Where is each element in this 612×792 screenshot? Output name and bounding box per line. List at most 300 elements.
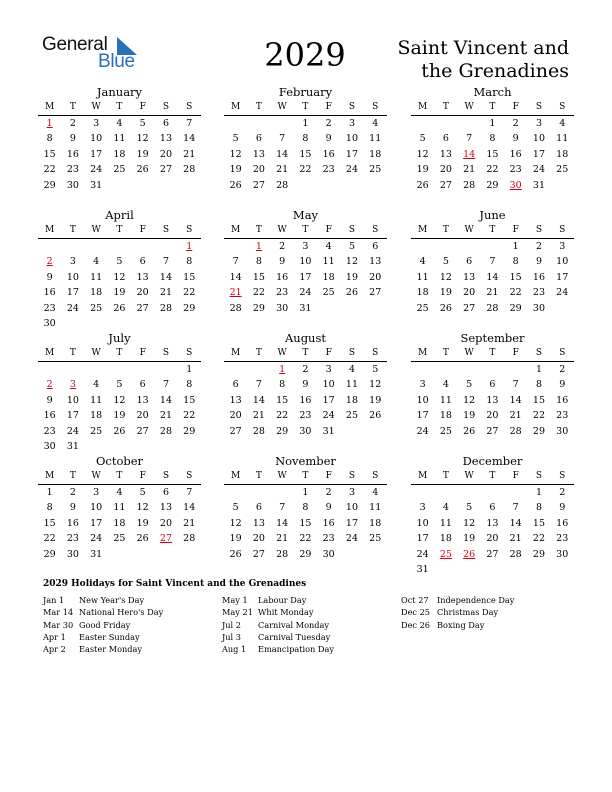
day-cell: 6: [255, 502, 262, 514]
day-cell: 15: [276, 394, 289, 406]
day-cell: 23: [299, 410, 312, 422]
day-cell: 31: [532, 179, 545, 191]
day-cell: 26: [369, 410, 382, 422]
day-cell: 23: [556, 533, 569, 545]
weekday-label: S: [348, 102, 356, 112]
day-cell: 4: [419, 256, 426, 268]
weekday-label: S: [186, 471, 193, 481]
day-cell: 14: [509, 394, 522, 406]
month-july: [38, 331, 201, 454]
day-cell: 15: [299, 517, 312, 529]
logo: [42, 34, 152, 74]
month-november: [224, 454, 387, 562]
day-cell: 21: [509, 410, 522, 422]
day-cell-holiday: 21: [229, 287, 242, 299]
day-cell: 19: [369, 394, 382, 406]
day-blank: [154, 239, 177, 254]
day-blank: [108, 239, 131, 254]
weekday-label: T: [442, 102, 449, 112]
holiday-name: Easter Sunday: [79, 631, 140, 642]
holiday-name: Emancipation Day: [258, 644, 335, 655]
holiday-row: [43, 631, 163, 643]
day-cell: 4: [372, 487, 379, 498]
day-cell: 24: [345, 533, 358, 545]
day-cell: 28: [159, 425, 172, 437]
holiday-row: [43, 606, 163, 618]
day-cell: 4: [442, 502, 449, 514]
day-cell: 22: [532, 533, 545, 545]
day-cell: 15: [183, 394, 196, 406]
day-cell: 24: [416, 425, 429, 437]
weekday-label: W: [277, 348, 287, 358]
day-cell: 24: [322, 410, 335, 422]
day-cell: 29: [43, 548, 56, 560]
day-cell: 23: [532, 287, 545, 299]
day-grid: [38, 485, 201, 562]
weekday-label: M: [231, 471, 241, 481]
day-cell: 12: [345, 256, 358, 268]
weekday-header: [38, 346, 201, 362]
day-cell: 5: [466, 379, 473, 391]
holiday-date: Apr 2: [43, 644, 66, 655]
day-cell: 5: [442, 256, 449, 268]
day-blank: [85, 362, 108, 377]
day-cell: 2: [69, 487, 76, 498]
day-cell: 23: [276, 287, 289, 299]
day-cell: 1: [489, 118, 496, 129]
day-cell: 13: [369, 256, 382, 268]
weekday-label: S: [348, 471, 356, 481]
day-cell: 7: [279, 502, 286, 514]
day-cell: 13: [136, 394, 149, 406]
day-cell: 13: [159, 133, 172, 145]
holiday-row: [222, 619, 334, 631]
weekday-label: W: [464, 471, 474, 481]
day-cell: 15: [43, 148, 56, 160]
day-cell: 4: [116, 118, 123, 129]
day-cell-holiday: 1: [279, 364, 286, 375]
day-cell: 22: [183, 287, 196, 299]
weekday-label: T: [69, 102, 76, 112]
weekday-header: [224, 469, 387, 485]
day-cell: 15: [252, 271, 265, 283]
weekday-header: [411, 223, 574, 239]
day-cell: 31: [90, 179, 103, 191]
day-blank: [481, 239, 504, 254]
day-grid: [38, 239, 201, 331]
day-blank: [411, 485, 434, 500]
day-grid: [38, 362, 201, 454]
day-cell: 10: [66, 394, 79, 406]
day-cell: 4: [93, 379, 100, 391]
day-cell: 18: [556, 148, 569, 160]
day-cell: 11: [322, 256, 335, 268]
weekday-label: S: [559, 102, 566, 112]
day-cell: 14: [159, 394, 172, 406]
day-cell: 20: [486, 533, 499, 545]
weekday-label: W: [464, 102, 474, 112]
day-cell: 14: [252, 394, 265, 406]
day-cell: 29: [509, 302, 522, 314]
day-cell: 21: [463, 164, 476, 176]
day-cell: 22: [276, 410, 289, 422]
weekday-header: [224, 100, 387, 116]
day-cell: 9: [512, 133, 519, 145]
day-cell: 19: [136, 517, 149, 529]
month-name: December: [462, 454, 523, 468]
day-grid: [411, 239, 574, 316]
weekday-label: S: [535, 102, 543, 112]
day-cell: 29: [532, 548, 545, 560]
day-cell: 27: [463, 302, 476, 314]
weekday-label: M: [418, 348, 428, 358]
day-cell: 19: [229, 533, 242, 545]
day-cell: 12: [439, 271, 452, 283]
day-cell: 23: [43, 425, 56, 437]
day-grid: [411, 485, 574, 577]
day-cell: 16: [43, 287, 56, 299]
day-cell: 18: [90, 410, 103, 422]
day-cell: 17: [322, 394, 335, 406]
day-cell: 15: [532, 517, 545, 529]
day-cell: 6: [162, 118, 169, 129]
day-cell: 6: [442, 133, 449, 145]
day-cell: 17: [299, 271, 312, 283]
day-cell: 8: [535, 379, 542, 391]
day-cell: 17: [345, 517, 358, 529]
day-cell: 12: [229, 148, 242, 160]
holiday-name: National Hero's Day: [79, 607, 164, 618]
day-cell: 20: [136, 287, 149, 299]
weekday-label: S: [162, 102, 170, 112]
day-cell: 5: [139, 487, 146, 498]
day-cell: 12: [463, 394, 476, 406]
day-cell: 13: [486, 394, 499, 406]
day-blank: [504, 485, 527, 500]
holiday-row: [43, 619, 163, 631]
day-cell: 16: [66, 148, 79, 160]
day-cell: 8: [302, 133, 309, 145]
weekday-header: [224, 346, 387, 362]
logo-text-general: General: [42, 34, 108, 55]
day-cell: 26: [113, 302, 126, 314]
holiday-date: May 1: [222, 595, 248, 605]
day-blank: [38, 239, 61, 254]
holiday-date: Jan 1: [43, 595, 65, 605]
day-cell-holiday: 3: [69, 379, 76, 391]
day-cell: 14: [183, 133, 196, 145]
holiday-name: Labour Day: [258, 595, 307, 605]
holiday-name: Independence Day: [437, 595, 515, 605]
day-cell: 2: [535, 241, 542, 252]
day-cell: 7: [512, 502, 519, 514]
day-cell: 10: [90, 133, 103, 145]
day-cell: 31: [90, 548, 103, 560]
day-cell: 6: [372, 241, 379, 252]
day-cell: 3: [93, 118, 100, 129]
day-cell: 8: [46, 133, 53, 145]
day-grid: [224, 239, 387, 316]
weekday-label: T: [116, 102, 123, 112]
day-cell: 30: [276, 302, 289, 314]
day-cell: 3: [69, 256, 76, 268]
day-cell: 17: [66, 410, 79, 422]
holiday-date: May 21: [222, 607, 253, 618]
day-cell: 13: [463, 271, 476, 283]
day-blank: [131, 362, 154, 377]
day-cell-holiday: 1: [46, 118, 53, 129]
weekday-label: M: [418, 471, 428, 481]
day-cell: 25: [369, 533, 382, 545]
weekday-label: S: [535, 225, 543, 235]
day-cell: 9: [302, 379, 309, 391]
day-cell: 28: [183, 533, 196, 545]
day-cell: 28: [252, 425, 265, 437]
day-cell: 22: [486, 164, 499, 176]
day-cell: 5: [116, 379, 123, 391]
day-cell: 28: [159, 302, 172, 314]
day-cell: 11: [556, 133, 569, 145]
day-cell: 6: [466, 256, 473, 268]
holiday-row: [43, 594, 163, 606]
weekday-label: F: [325, 348, 332, 358]
weekday-header: [224, 223, 387, 239]
day-cell: 4: [116, 487, 123, 498]
weekday-label: M: [231, 102, 241, 112]
weekday-label: T: [69, 225, 76, 235]
day-cell: 13: [252, 148, 265, 160]
day-cell: 3: [348, 118, 355, 129]
weekday-label: T: [69, 471, 76, 481]
day-cell: 25: [345, 410, 358, 422]
day-cell: 14: [276, 517, 289, 529]
day-cell: 11: [345, 379, 358, 391]
day-blank: [247, 362, 270, 377]
day-cell: 30: [556, 548, 569, 560]
weekday-label: M: [45, 102, 55, 112]
day-cell: 18: [322, 271, 335, 283]
weekday-label: S: [162, 348, 170, 358]
holiday-date: Dec 26: [401, 619, 431, 630]
day-cell: 3: [348, 487, 355, 498]
day-cell: 29: [183, 302, 196, 314]
weekday-label: M: [45, 348, 55, 358]
day-cell: 11: [369, 502, 382, 514]
day-cell: 25: [322, 287, 335, 299]
day-cell: 1: [186, 364, 193, 375]
day-cell: 26: [229, 548, 242, 560]
weekday-label: F: [325, 471, 332, 481]
weekday-label: T: [255, 471, 262, 481]
weekday-label: S: [162, 471, 170, 481]
month-name: February: [278, 85, 333, 99]
day-cell: 19: [416, 164, 429, 176]
day-cell: 8: [302, 502, 309, 514]
day-cell: 16: [556, 517, 569, 529]
holiday-name: Boxing Day: [437, 619, 485, 630]
day-grid: [224, 116, 387, 193]
day-cell: 13: [439, 148, 452, 160]
month-march: [411, 85, 574, 193]
day-grid: [411, 362, 574, 439]
day-cell: 20: [252, 164, 265, 176]
day-cell: 24: [90, 533, 103, 545]
day-blank: [247, 116, 270, 131]
weekday-label: S: [535, 348, 543, 358]
day-cell: 19: [136, 148, 149, 160]
day-cell: 11: [90, 394, 103, 406]
day-cell: 3: [419, 379, 426, 391]
day-cell: 9: [46, 271, 53, 283]
weekday-label: M: [45, 225, 55, 235]
day-cell: 2: [325, 118, 332, 129]
weekday-label: W: [464, 225, 474, 235]
weekday-label: T: [255, 348, 262, 358]
holiday-date: Oct 27: [401, 595, 429, 605]
day-cell: 23: [43, 302, 56, 314]
holiday-name: New Year's Day: [79, 595, 145, 605]
holiday-date: Jul 2: [222, 619, 241, 630]
day-cell: 12: [113, 394, 126, 406]
day-cell: 21: [159, 410, 172, 422]
day-cell: 21: [252, 410, 265, 422]
day-cell: 27: [369, 287, 382, 299]
holiday-name: Christmas Day: [437, 607, 499, 618]
day-cell: 29: [252, 302, 265, 314]
month-october: [38, 454, 201, 562]
day-cell: 23: [556, 410, 569, 422]
day-cell: 17: [345, 148, 358, 160]
day-cell: 6: [489, 502, 496, 514]
day-cell-holiday: 2: [46, 379, 53, 391]
day-cell: 8: [46, 502, 53, 514]
day-cell: 3: [419, 502, 426, 514]
holiday-name: Good Friday: [79, 619, 131, 630]
day-cell: 22: [509, 287, 522, 299]
holiday-row: [222, 631, 334, 643]
day-cell: 3: [93, 487, 100, 498]
day-cell: 10: [66, 271, 79, 283]
day-cell: 25: [113, 164, 126, 176]
day-cell: 2: [559, 364, 566, 375]
day-cell: 12: [229, 517, 242, 529]
day-cell: 28: [276, 179, 289, 191]
day-cell: 5: [372, 364, 379, 375]
day-cell: 17: [532, 148, 545, 160]
weekday-label: T: [489, 102, 496, 112]
day-blank: [61, 239, 84, 254]
day-cell: 8: [535, 502, 542, 514]
day-cell: 26: [113, 425, 126, 437]
holiday-date: Mar 30: [43, 619, 74, 630]
day-cell: 6: [139, 379, 146, 391]
weekday-label: W: [464, 348, 474, 358]
day-cell: 28: [509, 425, 522, 437]
day-cell: 18: [439, 410, 452, 422]
page-title-year: 2029: [264, 36, 346, 74]
day-cell: 21: [276, 164, 289, 176]
holiday-name: Easter Monday: [79, 644, 143, 655]
month-name: July: [108, 331, 131, 345]
day-cell: 15: [486, 148, 499, 160]
day-cell: 12: [463, 517, 476, 529]
weekday-label: T: [116, 348, 123, 358]
day-cell: 28: [463, 179, 476, 191]
day-cell: 29: [276, 425, 289, 437]
weekday-label: S: [348, 348, 356, 358]
day-blank: [224, 362, 247, 377]
day-cell: 5: [419, 133, 426, 145]
day-cell: 10: [345, 502, 358, 514]
month-january: [38, 85, 201, 193]
day-cell-holiday: 25: [439, 548, 452, 560]
day-cell: 22: [299, 533, 312, 545]
day-cell: 4: [93, 256, 100, 268]
day-cell: 21: [486, 287, 499, 299]
month-september: [411, 331, 574, 439]
weekday-label: M: [45, 471, 55, 481]
day-cell: 14: [276, 148, 289, 160]
month-name: March: [473, 85, 512, 99]
day-cell: 6: [489, 379, 496, 391]
day-cell: 1: [512, 241, 519, 252]
weekday-label: T: [302, 102, 309, 112]
day-cell: 28: [486, 302, 499, 314]
weekday-label: F: [512, 102, 519, 112]
holiday-row: [401, 594, 514, 606]
day-cell: 17: [416, 533, 429, 545]
day-cell: 1: [302, 118, 309, 129]
day-cell: 25: [416, 302, 429, 314]
day-cell: 29: [486, 179, 499, 191]
holidays-title: 2029 Holidays for Saint Vincent and the Grenadines: [43, 579, 307, 589]
day-cell: 22: [532, 410, 545, 422]
day-cell: 23: [66, 533, 79, 545]
day-blank: [154, 362, 177, 377]
month-name: January: [96, 85, 143, 99]
weekday-header: [38, 100, 201, 116]
day-cell: 16: [322, 517, 335, 529]
day-cell: 2: [302, 364, 309, 375]
day-cell: 5: [116, 256, 123, 268]
day-cell: 17: [90, 517, 103, 529]
weekday-label: S: [186, 225, 193, 235]
day-cell: 15: [43, 517, 56, 529]
weekday-label: M: [418, 225, 428, 235]
day-cell: 21: [509, 533, 522, 545]
day-cell: 30: [43, 440, 56, 452]
day-cell: 5: [348, 241, 355, 252]
weekday-label: M: [231, 225, 241, 235]
holiday-row: [43, 643, 163, 655]
weekday-label: T: [442, 348, 449, 358]
weekday-label: T: [442, 471, 449, 481]
day-blank: [247, 485, 270, 500]
month-name: May: [292, 208, 319, 222]
weekday-label: T: [69, 348, 76, 358]
day-cell: 20: [252, 533, 265, 545]
day-cell: 13: [159, 502, 172, 514]
month-name: November: [275, 454, 336, 468]
day-cell: 11: [416, 271, 429, 283]
month-april: [38, 208, 201, 331]
day-cell: 18: [439, 533, 452, 545]
day-cell: 19: [463, 410, 476, 422]
day-cell: 20: [159, 517, 172, 529]
day-cell: 14: [509, 517, 522, 529]
day-cell: 16: [276, 271, 289, 283]
weekday-header: [411, 469, 574, 485]
